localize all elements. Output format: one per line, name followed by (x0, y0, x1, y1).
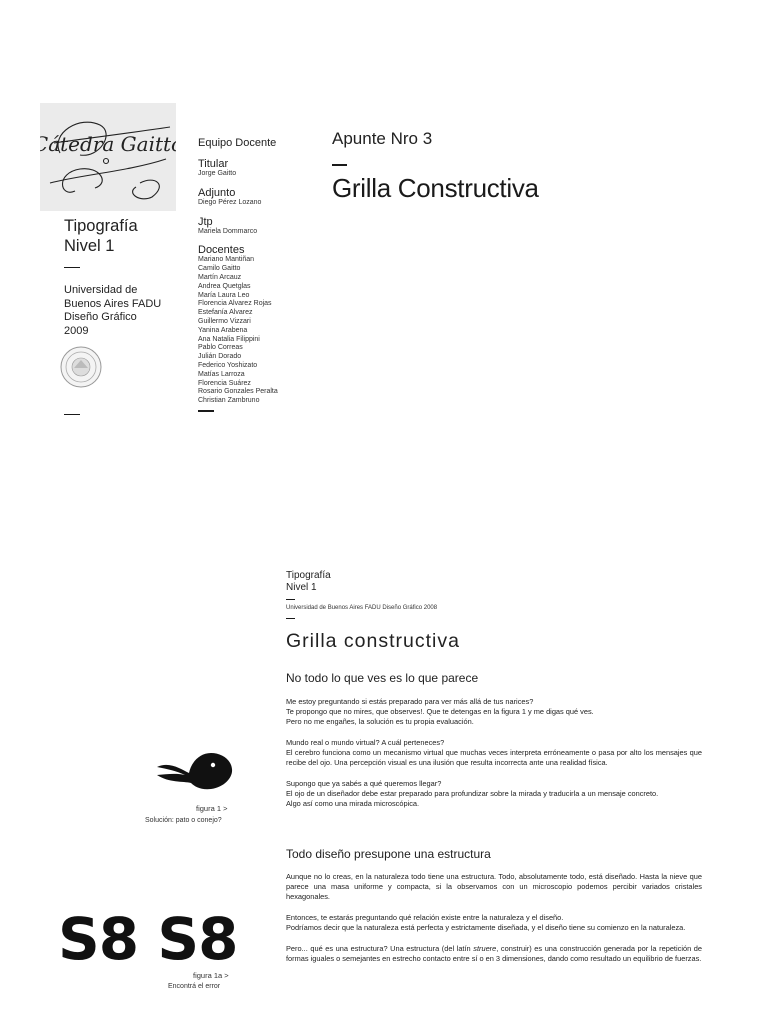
list-item: Camilo Gaitto (198, 265, 241, 273)
section-title: No todo lo que ves es lo que parece (286, 671, 479, 685)
adjunto-name: Diego Pérez Lozano (198, 198, 262, 206)
team-header: Equipo Docente (198, 137, 277, 149)
list-item: Florencia Alvarez Rojas (198, 300, 272, 308)
university-line-4: 2009 (64, 324, 89, 337)
page-title: Grilla Constructiva (332, 173, 539, 203)
section-1-body (286, 697, 702, 820)
list-item: Andrea Quetglas (198, 282, 251, 290)
course-line-1: Tipografía (64, 217, 138, 235)
jtp-label: Jtp (198, 215, 213, 228)
article-course-line-1: Tipografía (286, 570, 331, 581)
divider (286, 599, 295, 600)
list-item: María Laura Leo (198, 291, 250, 299)
titular-name: Jorge Gaitto (198, 170, 237, 177)
list-item: Ana Natalia Filippini (198, 335, 260, 343)
list-item: Yanina Arabena (198, 326, 248, 334)
figure-1-caption: figura 1 > (196, 804, 228, 813)
section-title: Todo diseño presupone una estructura (286, 847, 491, 861)
latin-term: struere (473, 944, 497, 953)
text-line: Pero no me engañes, la solución es tu propia evaluación. (286, 717, 474, 726)
article-university: Universidad de Buenos Aires FADU Diseño Gráfico 2008 (286, 605, 438, 611)
text-line: Entonces, te estarás preguntando qué relación existe entre la naturaleza y el diseño. (286, 913, 564, 922)
article-title: Grilla constructiva (286, 630, 460, 652)
divider (286, 618, 295, 619)
list-item: Rosario Gonzales Peralta (198, 388, 278, 396)
list-item: Guillermo Vizzari (198, 317, 251, 325)
text-line: Me estoy preguntando si estás preparado para ver más allá de tus narices? (286, 697, 534, 706)
divider (64, 267, 80, 268)
jtp-name: Mariela Dommarco (198, 227, 258, 235)
paragraph (286, 944, 702, 964)
team-column (198, 136, 318, 412)
list-item: Mariano Mantiñan (198, 256, 255, 264)
text-line: Supongo que ya sabés a qué queremos llegar? (286, 779, 442, 788)
list-item: Federico Yoshizato (198, 361, 258, 369)
figure-1-solution: Solución: pato o conejo? (145, 817, 222, 824)
docentes-label: Docentes (198, 244, 245, 257)
catedra-logo (40, 103, 176, 211)
list-item: Estefanía Alvarez (198, 309, 253, 317)
list-item: Matías Larroza (198, 370, 245, 378)
list-item: Martín Arcauz (198, 273, 242, 281)
figure-1a-caption: figura 1a > (193, 971, 229, 980)
text-line: Mundo real o mundo virtual? A cuál perteneces? (286, 738, 445, 747)
text-line: El cerebro funciona como un mecanismo virtual que muchas veces interpreta erróneamente o pasa por alto los mensajes que recibe del ojo. Una percepción visual es una ilusión que resulta incorrecta ante una realidad física. (286, 748, 702, 767)
logo-script: Cátedra Gaitto (40, 132, 176, 156)
paragraph (286, 779, 702, 809)
titular-label: Titular (198, 158, 229, 170)
list-item: Christian Zambruno (198, 397, 260, 405)
course-title (64, 216, 138, 256)
figure-1a-hint: Encontrá el error (168, 983, 221, 990)
list-item: Florencia Suárez (198, 379, 251, 387)
text-line: El ojo de un diseñador debe estar preparado para profundizar sobre la mirada y traducirla a un mensaje concreto. (286, 789, 659, 798)
text-span: , construir) es una construcción generada por la repetición de formas iguales o semejantes en estrecho contacto entre sí o en 3 dimensiones, dando como resultado un equilibrio de fuerzas. (286, 944, 702, 963)
article-course (286, 570, 331, 594)
article-course-line-2: Nivel 1 (286, 582, 317, 593)
paragraph (286, 697, 702, 727)
course-line-2: Nivel 1 (64, 237, 115, 255)
adjunto-label: Adjunto (198, 186, 236, 199)
university-seal-icon (60, 346, 102, 388)
docentes-list (198, 256, 318, 406)
paragraph: Aunque no lo creas, en la naturaleza todo tiene una estructura. Todo, absolutamente todo, está diseñado. Hasta la nieve que parece una masa uniforme y compacta, si la observamos con un microscopio podemos percibir variados cristales hexagonales. (286, 872, 702, 901)
paragraph (286, 913, 702, 933)
university-block (64, 284, 161, 338)
list-item: Pablo Correas (198, 344, 243, 352)
text-line: Algo así como una mirada microscópica. (286, 799, 420, 808)
university-line-2: Buenos Aires FADU (64, 297, 162, 310)
divider (64, 414, 80, 415)
text-line: Te propongo que no mires, que observes!. Que te detengas en la figura 1 y me digas qué ves. (286, 707, 594, 716)
divider (198, 410, 214, 412)
university-line-3: Diseño Gráfico (64, 311, 137, 323)
calligraphy-logo-icon (40, 103, 176, 211)
list-item: Julián Dorado (198, 353, 242, 361)
divider (332, 164, 347, 166)
section-2-body (286, 872, 702, 975)
text-line: Podríamos decir que la naturaleza está perfecta y estrictamente diseñada, y el diseño tiene su comienzo en la naturaleza. (286, 923, 686, 932)
paragraph (286, 738, 702, 768)
figure-1a-text: S8 S8 (58, 905, 238, 973)
text-span: Pero... qué es una estructura? Una estructura (del latín (286, 944, 474, 953)
apunte-number: Apunte Nro 3 (332, 129, 433, 148)
duck-rabbit-figure-icon (155, 747, 235, 791)
university-line-1: Universidad de (64, 284, 138, 296)
